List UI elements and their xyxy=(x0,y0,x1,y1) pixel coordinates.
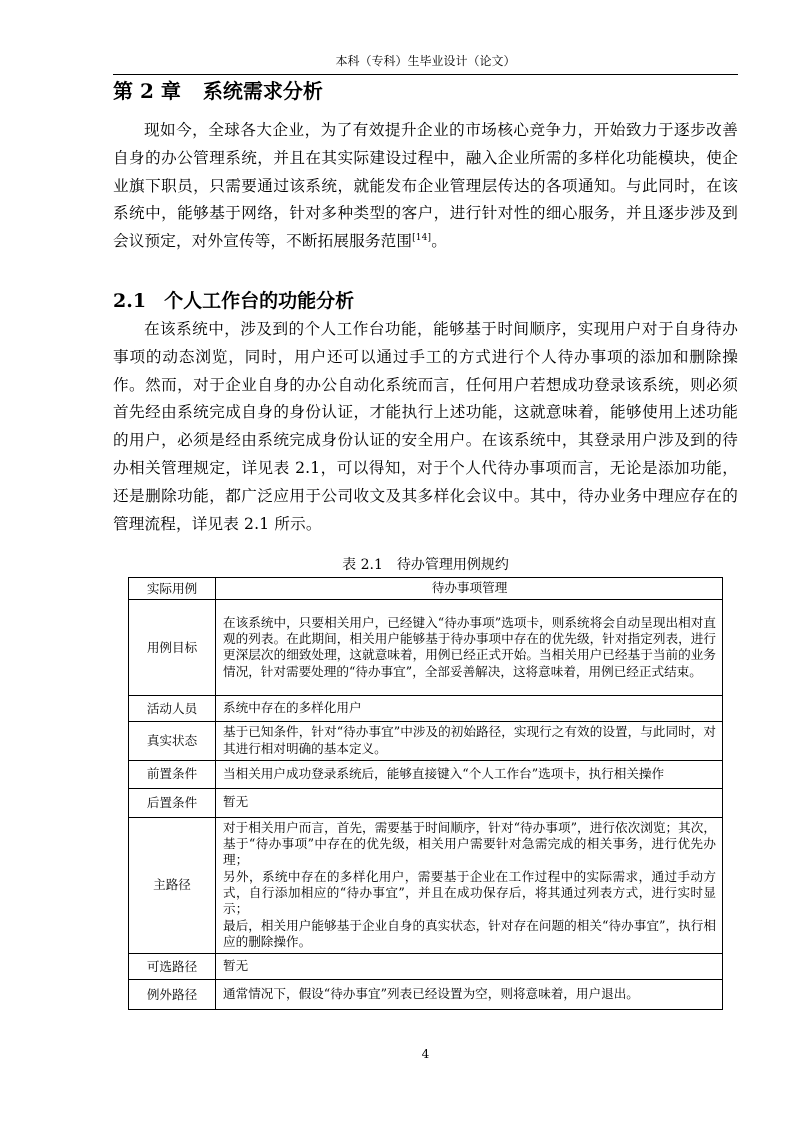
table-caption: 表 2.1 待办管理用例规约 xyxy=(342,557,509,573)
row-content-line: 对于相关用户而言，首先，需要基于时间顺序，针对“待办事项”，进行依次浏览；其次，基于“待办事项”中存在的优先级，相关用户需要针对急需完成的相关事务，进行优先办理； xyxy=(223,819,716,868)
row-label: 例外路径 xyxy=(129,980,216,1010)
row-label: 后置条件 xyxy=(129,788,216,817)
header-rule xyxy=(113,74,738,75)
row-content xyxy=(216,788,723,817)
row-content-line: 当相关用户成功登录系统后，能够直接键入“个人工作台”选项卡，执行相关操作 xyxy=(223,765,665,781)
table-row xyxy=(129,722,723,761)
row-label: 用例目标 xyxy=(129,600,216,696)
row-content xyxy=(216,578,723,600)
row-content xyxy=(216,954,723,980)
row-label: 可选路径 xyxy=(129,954,216,980)
table-row xyxy=(129,788,723,817)
intro-paragraph-end: 。 xyxy=(431,232,447,251)
section-paragraph: 在该系统中，涉及到的个人工作台功能，能够基于时间顺序，实现用户对于自身待办事项的动态浏览，同时，用户还可以通过手工的方式进行个人待办事项的添加和删除操作。然而，对于企业自身的办公自动化系统而言，任何用户若想成功登录该系统，则必须首先经由系统完成自身的身份认证，才能执行上述功能，这就意味着，能够使用上述功能的用户，必须是经由系统完成身份认证的安全用户。在该系统中，其登录用户涉及到的待办相关管理规定，详见表 2.1，可以得知，对于个人代待办事项而言，无论是添加功能，还是删除功能，都广泛应用于公司收文及其多样化会议中。其中，待办业务中理应存在的管理流程，详见表 2.1 所示。 xyxy=(113,320,738,533)
intro-paragraph xyxy=(113,117,738,256)
row-content xyxy=(216,696,723,722)
row-content xyxy=(216,817,723,953)
row-content xyxy=(216,722,723,761)
row-content-line: 通常情况下，假设“待办事宜”列表已经设置为空，则将意味着，用户退出。 xyxy=(223,986,639,1002)
row-content-line: 系统中存在的多样化用户 xyxy=(223,700,362,716)
row-content xyxy=(216,760,723,788)
row-label: 实际用例 xyxy=(129,578,216,600)
table-row xyxy=(129,760,723,788)
row-content xyxy=(216,600,723,696)
table-row xyxy=(129,600,723,696)
section-number: 2.1 xyxy=(113,290,147,312)
row-content xyxy=(216,980,723,1010)
row-content-line: 暂无 xyxy=(223,794,249,810)
table-row xyxy=(129,696,723,722)
row-label: 活动人员 xyxy=(129,696,216,722)
table-row xyxy=(129,578,723,600)
row-label: 真实状态 xyxy=(129,722,216,761)
section-heading-text: 个人工作台的功能分析 xyxy=(164,290,355,312)
row-content-line: 最后，相关用户能够基于企业自身的真实状态，针对存在问题的相关“待办事宜”，执行相应的删除操作。 xyxy=(223,917,716,949)
row-content-line: 暂无 xyxy=(223,958,249,974)
chapter-number: 第 2 章 xyxy=(113,79,181,103)
section-title xyxy=(113,287,738,315)
row-label: 前置条件 xyxy=(129,760,216,788)
running-header: 本科（专科）生毕业设计（论文） xyxy=(335,54,516,68)
row-content-line: 待办事项管理 xyxy=(431,580,508,595)
page-number: 4 xyxy=(421,1047,430,1061)
row-content-line: 另外，系统中存在的多样化用户，需要基于企业在工作过程中的实际需求，通过手动方式，自行添加相应的“待办事宜”，并且在成功保存后，将其通过列表方式，进行实时显示； xyxy=(223,868,716,917)
chapter-title xyxy=(113,77,738,105)
row-content-line: 在该系统中，只要相关用户，已经键入“待办事项”选项卡，则系统将会自动呈现出相对直观的列表。在此期间，相关用户能够基于待办事项中存在的优先级，针对指定列表，进行更深层次的细致处理，这就意味着，用例已经正式开始。当相关用户已经基于当前的业务情况，针对需要处理的“待办事宜”，全部妥善解决，这将意味着，用例已经正式结束。 xyxy=(223,614,716,679)
chapter-heading-text: 系统需求分析 xyxy=(202,79,323,103)
intro-paragraph-text: 现如今，全球各大企业，为了有效提升企业的市场核心竞争力，开始致力于逐步改善自身的办公管理系统，并且在其实际建设过程中，融入企业所需的多样化功能模块，使企业旗下职员，只需要通过该系统，就能发布企业管理层传达的各项通知。与此同时，在该系统中，能够基于网络，针对多种类型的客户，进行针对性的细心服务，并且逐步涉及到会议预定，对外宣传等，不断拓展服务范围 xyxy=(113,121,738,251)
table-row xyxy=(129,817,723,953)
row-content-line: 基于已知条件，针对“待办事宜”中涉及的初始路径，实现行之有效的设置，与此同时，对其进行相对明确的基本定义。 xyxy=(223,724,716,756)
table-row xyxy=(129,980,723,1010)
citation-ref[interactable]: [14] xyxy=(412,233,432,244)
row-label: 主路径 xyxy=(129,817,216,953)
use-case-table xyxy=(128,577,723,1010)
table-row xyxy=(129,954,723,980)
